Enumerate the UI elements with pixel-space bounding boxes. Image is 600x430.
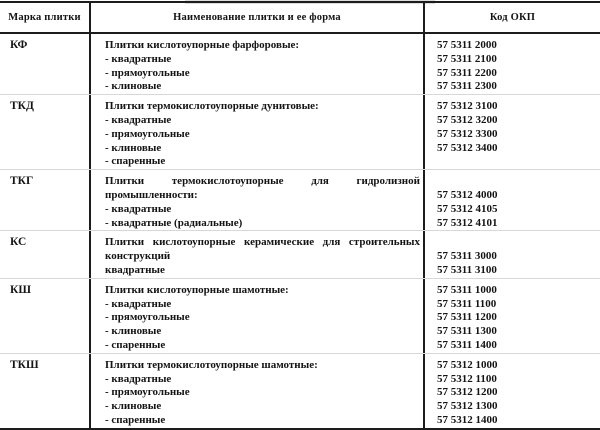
okp-code-line: 57 5312 4000	[437, 188, 498, 201]
description-line: Плитки кислотоупорные фарфоровые:	[105, 39, 300, 51]
okp-code-cell	[425, 170, 600, 230]
okp-code-line: 57 5312 3200	[437, 113, 498, 126]
description-cell	[91, 170, 425, 230]
table-row	[0, 353, 600, 428]
okp-code-cell	[425, 231, 600, 277]
okp-code-line: 57 5311 2200	[437, 66, 497, 79]
okp-code-cell-content	[425, 170, 600, 230]
okp-code-cell-content	[425, 231, 600, 277]
table-row	[0, 94, 600, 169]
header-name-column: Наименование плитки и ее форма	[91, 3, 425, 32]
mark-cell-content	[0, 170, 89, 189]
tile-mark-label: ТКГ	[10, 175, 34, 188]
mark-cell	[0, 279, 91, 353]
description-line: - спаренные	[105, 413, 166, 426]
okp-code-line	[437, 236, 600, 250]
okp-code-line: 57 5311 1200	[437, 311, 497, 324]
description-word: строительных	[348, 236, 420, 249]
okp-code-line: 57 5311 1000	[437, 283, 497, 296]
okp-code-line: 57 5311 1300	[437, 325, 497, 338]
header-code-column: Код ОКП	[489, 12, 536, 23]
table-header-row	[0, 3, 600, 34]
description-word: для	[322, 236, 341, 249]
description-cell-content	[91, 231, 423, 277]
table-row	[0, 278, 600, 353]
okp-code-line: 57 5312 3300	[437, 127, 498, 140]
mark-cell-content	[0, 34, 89, 53]
description-word: кислотоупорные	[152, 236, 236, 249]
okp-code-cell-content	[425, 354, 600, 428]
description-word: гидролизной	[356, 175, 420, 188]
header-mark-column: Марка плитки	[0, 3, 91, 32]
okp-code-line: 57 5311 3100	[437, 263, 497, 276]
description-line-justified	[105, 175, 420, 189]
description-line: - прямоугольные	[105, 66, 190, 79]
okp-code-cell	[425, 279, 600, 353]
tile-mark-label: КФ	[10, 39, 28, 51]
description-line: - квадратные	[105, 372, 172, 385]
description-cell-content	[91, 34, 423, 94]
description-cell	[91, 354, 425, 428]
description-cell	[91, 231, 425, 277]
table-body	[0, 34, 600, 428]
description-line: - квадратные (радиальные)	[105, 216, 243, 229]
okp-code-line: 57 5312 4105	[437, 202, 498, 215]
tile-mark-label: ТКД	[10, 100, 34, 113]
table-row	[0, 169, 600, 230]
description-cell	[91, 95, 425, 169]
mark-cell-content	[0, 95, 89, 114]
okp-code-line: 57 5312 3400	[437, 141, 498, 154]
description-line: - клиновые	[105, 400, 162, 413]
description-line: - квадратные	[105, 202, 172, 215]
okp-code-line: 57 5312 1200	[437, 386, 498, 399]
description-line: - клиновые	[105, 141, 162, 154]
tile-mark-label: КШ	[10, 283, 31, 296]
okp-code-cell	[425, 354, 600, 428]
okp-code-line: 57 5312 1300	[437, 400, 498, 413]
okp-code-line: 57 5312 4101	[437, 216, 498, 229]
description-cell-content	[91, 170, 423, 230]
okp-table	[0, 1, 600, 430]
mark-cell	[0, 170, 91, 230]
description-word: термокислотоупорные	[171, 175, 284, 188]
mark-cell	[0, 34, 91, 94]
okp-code-cell-content	[425, 34, 600, 94]
description-line: квадратные	[105, 263, 165, 276]
description-line: - прямоугольные	[105, 386, 190, 399]
okp-code-cell-content	[425, 95, 600, 155]
description-line: Плитки кислотоупорные шамотные:	[105, 283, 289, 296]
description-line: - квадратные	[105, 297, 172, 310]
description-line: - клиновые	[105, 325, 162, 338]
tile-mark-label: КС	[10, 236, 27, 249]
description-word: Плитки	[105, 175, 145, 188]
okp-code-line: 57 5311 2100	[437, 52, 497, 65]
table-row	[0, 34, 600, 94]
mark-cell	[0, 95, 91, 169]
description-line: промышленности:	[105, 188, 198, 201]
okp-code-line: 57 5312 1100	[437, 372, 497, 385]
description-word: для	[311, 175, 329, 188]
description-cell	[91, 279, 425, 353]
table-row	[0, 230, 600, 277]
okp-code-cell-content	[425, 279, 600, 353]
okp-code-line: 57 5311 1100	[437, 297, 497, 310]
description-line: - прямоугольные	[105, 311, 190, 324]
description-line: - спаренные	[105, 155, 166, 168]
description-line: - квадратные	[105, 52, 172, 65]
mark-cell-content	[0, 231, 89, 250]
description-line: - клиновые	[105, 80, 162, 93]
description-line: Плитки термокислотоупорные шамотные:	[105, 358, 318, 371]
okp-code-line: 57 5312 1000	[437, 358, 498, 371]
description-cell	[91, 34, 425, 94]
okp-code-line: 57 5311 3000	[437, 250, 497, 263]
okp-code-line: 57 5312 3100	[437, 100, 498, 113]
description-word: Плитки	[105, 236, 145, 249]
mark-cell	[0, 354, 91, 428]
okp-code-cell	[425, 95, 600, 169]
okp-code-cell	[425, 34, 600, 94]
description-line: - спаренные	[105, 338, 166, 351]
okp-code-line: 57 5311 2300	[437, 80, 497, 93]
mark-cell-content	[0, 354, 89, 373]
description-line: - прямоугольные	[105, 127, 190, 140]
okp-code-line	[437, 175, 600, 189]
okp-code-line: 57 5311 1400	[437, 338, 497, 351]
description-line: конструкций	[105, 250, 171, 263]
okp-code-line: 57 5312 1400	[437, 413, 498, 426]
description-cell-content	[91, 95, 423, 169]
description-cell-content	[91, 279, 423, 353]
okp-code-line: 57 5311 2000	[437, 39, 497, 51]
mark-cell	[0, 231, 91, 277]
description-word: керамические	[244, 236, 315, 249]
description-line-justified	[105, 236, 420, 250]
description-cell-content	[91, 354, 423, 428]
description-line: Плитки термокислотоупорные дунитовые:	[105, 100, 319, 113]
mark-cell-content	[0, 279, 89, 298]
description-line: - квадратные	[105, 113, 172, 126]
tile-mark-label: ТКШ	[10, 358, 39, 371]
